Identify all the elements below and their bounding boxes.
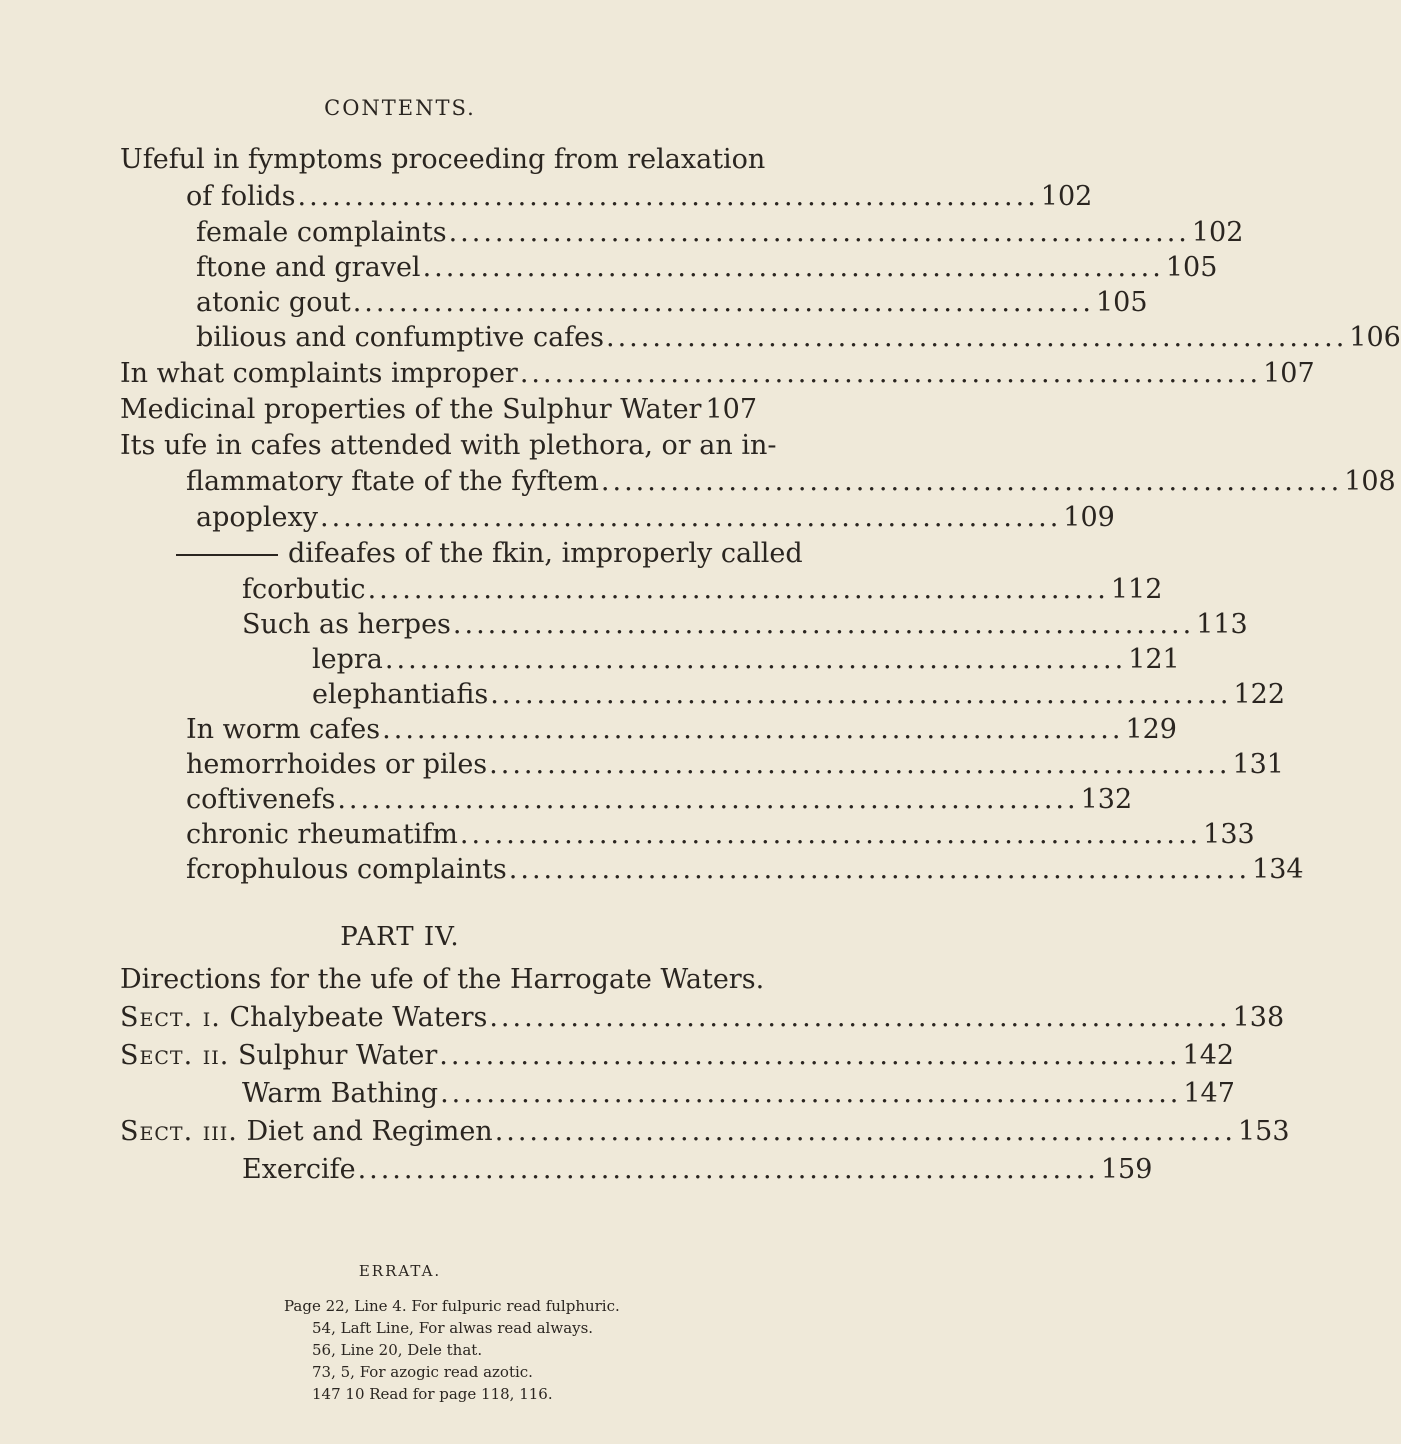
- toc-entry-label: hemorrhoides or piles: [186, 749, 488, 780]
- section-number: Sect. ii.: [120, 1040, 230, 1071]
- toc-entry: [120, 1000, 1285, 1036]
- toc-entry-page: 132: [1080, 784, 1133, 815]
- dot-leader: ................................................................: [357, 1154, 1099, 1185]
- toc-entry-label: Ufeful in fymptoms proceeding from relaxation: [120, 144, 766, 175]
- toc-entry: [120, 428, 777, 464]
- toc-entry-page: 105: [1096, 287, 1148, 318]
- toc-entry: [312, 677, 1286, 713]
- toc-entry-page: 131: [1232, 749, 1284, 780]
- toc-entry-page: 109: [1063, 502, 1115, 533]
- toc-entry-label: Its ufe in cafes attended with plethora, or an in-: [120, 430, 777, 461]
- errata-line: 56, Line 20, Dele that.: [312, 1341, 483, 1359]
- toc-entry: [242, 1152, 1153, 1188]
- toc-entry: [186, 285, 1148, 321]
- toc-entry-page: 129: [1125, 714, 1177, 745]
- toc-entry: [120, 142, 766, 178]
- toc-entry: [186, 320, 1401, 356]
- dot-leader: ................................................................: [489, 1002, 1231, 1033]
- toc-entry: [176, 536, 803, 572]
- toc-entry-page: 147: [1183, 1078, 1235, 1109]
- toc-entry-label: fcrophulous complaints: [186, 854, 507, 885]
- toc-entry-page: 138: [1232, 1002, 1285, 1033]
- errata-line: 54, Laft Line, For alwas read always.: [312, 1319, 594, 1337]
- dot-leader: ................................................................: [384, 644, 1127, 675]
- toc-entry-label: Chalybeate Waters: [229, 1002, 488, 1033]
- errata-line: Page 22, Line 4. For fulpuric read fulphuric.: [284, 1297, 620, 1315]
- toc-entry-label: Diet and Regimen: [246, 1116, 493, 1147]
- dot-leader: ................................................................: [440, 1078, 1182, 1109]
- dot-leader: ................................................................: [459, 819, 1202, 850]
- toc-entry: [120, 1038, 1235, 1074]
- toc-entry-page: 113: [1196, 609, 1248, 640]
- toc-entry-label: fcorbutic: [242, 574, 366, 605]
- toc-entry: [176, 817, 1255, 853]
- part-heading-text: Directions for the ufe of the Harrogate Waters.: [120, 964, 765, 995]
- toc-entry: [186, 215, 1244, 251]
- toc-entry-label: apoplexy: [196, 502, 319, 533]
- toc-entry-label: chronic rheumatifm: [186, 819, 458, 850]
- toc-entry-label: difeafes of the fkin, improperly called: [288, 538, 803, 569]
- dot-leader: ................................................................: [352, 287, 1094, 318]
- toc-entry-label: Warm Bathing: [242, 1078, 439, 1109]
- toc-entry: [242, 572, 1163, 608]
- toc-entry: [120, 392, 758, 428]
- dot-leader: ................................................................: [439, 1040, 1181, 1071]
- dot-leader: ................................................................: [519, 358, 1262, 389]
- toc-entry-label: bilious and confumptive cafes: [196, 322, 605, 353]
- toc-entry: [176, 747, 1284, 783]
- toc-entry-label: coftivenefs: [186, 784, 336, 815]
- toc-entry-label: female complaints: [196, 217, 447, 248]
- toc-entry-page: 108: [1344, 466, 1396, 497]
- dot-leader: ................................................................: [448, 217, 1190, 248]
- toc-entry-page: 133: [1203, 819, 1255, 850]
- toc-entry-page: 159: [1100, 1154, 1153, 1185]
- dot-leader: ................................................................: [320, 502, 1062, 533]
- toc-entry: [176, 712, 1177, 748]
- toc-entry: [242, 607, 1248, 643]
- toc-entry-page: 107: [705, 394, 758, 425]
- section-number: Sect. iii.: [120, 1116, 238, 1147]
- dot-leader: ................................................................: [508, 854, 1251, 885]
- dot-leader: ................................................................: [494, 1116, 1236, 1147]
- errata-line: 147 10 Read for page 118, 116.: [312, 1385, 553, 1403]
- toc-entry: [186, 500, 1115, 536]
- toc-entry-label: In what complaints improper: [120, 358, 518, 389]
- dot-leader: ................................................................: [452, 609, 1195, 640]
- part-heading: [120, 962, 765, 998]
- toc-entry-label: Sulphur Water: [237, 1040, 438, 1071]
- dot-leader: ................................................................: [337, 784, 1079, 815]
- toc-entry: [120, 1114, 1290, 1150]
- toc-entry: [186, 250, 1218, 286]
- toc-entry: [312, 642, 1180, 678]
- toc-entry: [242, 1076, 1235, 1112]
- toc-entry-page: 142: [1182, 1040, 1235, 1071]
- toc-entry-page: 121: [1128, 644, 1180, 675]
- toc-entry-page: 122: [1233, 679, 1286, 710]
- toc-entry-label: of folids: [186, 181, 296, 212]
- page-title: CONTENTS.: [324, 96, 476, 120]
- dot-leader: ................................................................: [489, 749, 1231, 780]
- toc-entry: [176, 852, 1304, 888]
- toc-entry: [120, 356, 1315, 392]
- toc-entry-label: atonic gout: [196, 287, 351, 318]
- dot-leader: ................................................................: [367, 574, 1109, 605]
- toc-entry: [176, 782, 1133, 818]
- toc-entry-page: 107: [1263, 358, 1315, 389]
- dot-leader: ................................................................: [422, 252, 1164, 283]
- toc-entry-label: ftone and gravel: [196, 252, 421, 283]
- toc-entry-label: Such as herpes: [242, 609, 451, 640]
- toc-entry-page: 153: [1237, 1116, 1290, 1147]
- dot-leader: ................................................................: [297, 181, 1039, 212]
- toc-entry-page: 105: [1165, 252, 1218, 283]
- ditto-dash: [176, 554, 278, 556]
- toc-entry-label: lepra: [312, 644, 383, 675]
- dot-leader: ................................................................: [490, 679, 1232, 710]
- toc-entry: [186, 464, 1396, 500]
- dot-leader: ................................................................: [382, 714, 1124, 745]
- errata-title: ERRATA.: [358, 1262, 442, 1280]
- errata-line: 73, 5, For azogic read azotic.: [312, 1363, 533, 1381]
- toc-entry-label: elephantiafis: [312, 679, 489, 710]
- toc-entry-page: 102: [1040, 181, 1093, 212]
- toc-entry-page: 134: [1252, 854, 1304, 885]
- toc-entry-page: 106: [1349, 322, 1401, 353]
- part-title: PART IV.: [340, 922, 460, 952]
- toc-entry-label: Exercife: [242, 1154, 356, 1185]
- dot-leader: ................................................................: [600, 466, 1343, 497]
- toc-entry-page: 102: [1191, 217, 1244, 248]
- dot-leader: ................................................................: [606, 322, 1348, 353]
- toc-entry-label: Medicinal properties of the Sulphur Water: [120, 394, 702, 425]
- toc-entry: [186, 179, 1093, 215]
- toc-entry-label: In worm cafes: [186, 714, 381, 745]
- toc-entry-page: 112: [1110, 574, 1163, 605]
- section-number: Sect. i.: [120, 1002, 221, 1033]
- toc-entry-label: flammatory ftate of the fyftem: [186, 466, 599, 497]
